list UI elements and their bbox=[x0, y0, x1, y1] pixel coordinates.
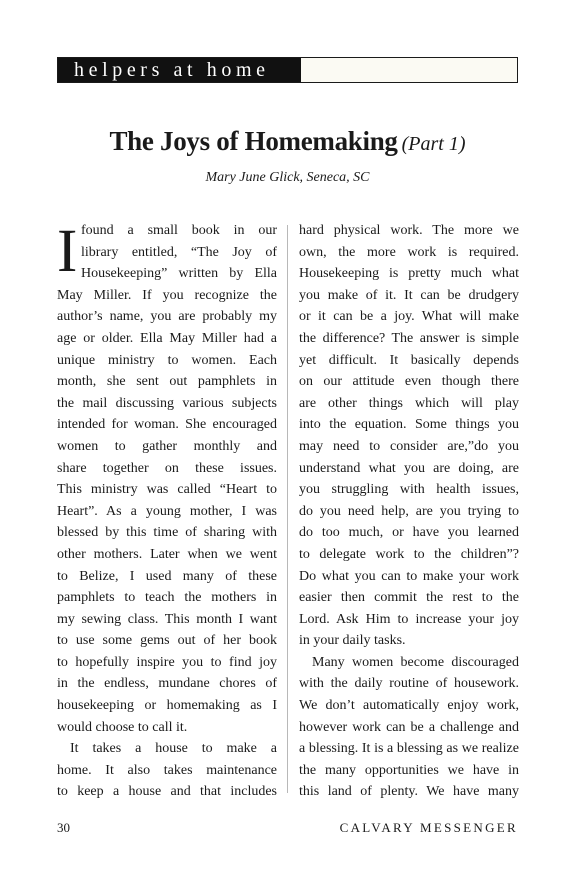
text-line: on our attitude even though there bbox=[299, 374, 519, 390]
text-line: Housekeeping” written by Ella bbox=[81, 266, 277, 282]
text-line: the mail discussing various subjects bbox=[57, 395, 277, 411]
text-line: in your daily tasks. bbox=[299, 633, 406, 649]
text-line: Many women become discouraged bbox=[312, 654, 519, 670]
text-line: pamphlets to teach the mothers in bbox=[57, 590, 277, 606]
text-line: Housekeeping is pretty much what bbox=[299, 266, 519, 282]
text-line: the difference? The answer is simple bbox=[299, 330, 519, 346]
text-line: housekeeping or homemaking as I bbox=[57, 698, 277, 714]
text-line: are other things which will play bbox=[299, 395, 519, 411]
left-column bbox=[57, 220, 277, 803]
column-divider bbox=[287, 225, 288, 793]
title-main: The Joys of Homemaking bbox=[109, 126, 398, 156]
text-line: month, she sent out pamphlets in bbox=[57, 374, 277, 390]
text-line: home. It also takes maintenance bbox=[57, 762, 277, 778]
text-line: This ministry was called “Heart to bbox=[57, 482, 277, 498]
text-line: this land of plenty. We have many bbox=[299, 784, 519, 800]
text-line: into the equation. Some things you bbox=[299, 417, 519, 433]
section-header-bar bbox=[57, 57, 518, 83]
text-line: to Belize, I used many of these bbox=[57, 568, 277, 584]
text-line: to delegate work to the children”? bbox=[299, 546, 519, 562]
text-line: Heart”. As a young mother, I was bbox=[57, 503, 277, 519]
text-line: Do what you can to make your work bbox=[299, 568, 519, 584]
text-line: you struggling with health issues, bbox=[299, 482, 519, 498]
text-line: women to gather monthly and bbox=[57, 438, 277, 454]
text-line: own, the more work is required. bbox=[299, 244, 519, 260]
text-line: in the endless, mundane chores of bbox=[57, 676, 277, 692]
text-line: easier then commit the rest to the bbox=[299, 590, 519, 606]
text-line: the many opportunities we have in bbox=[299, 762, 519, 778]
text-line: age or older. Ella May Miller had a bbox=[57, 330, 277, 346]
text-line: May Miller. If you recognize the bbox=[57, 287, 277, 303]
text-line: would choose to call it. bbox=[57, 719, 188, 735]
text-line: found a small book in our bbox=[81, 223, 277, 238]
drop-cap: I bbox=[57, 218, 78, 285]
text-line: unique ministry to women. Each bbox=[57, 352, 277, 368]
text-line: my sewing class. This month I want bbox=[57, 611, 277, 627]
text-line: hard physical work. The more we bbox=[299, 223, 519, 238]
text-line: may need to consider are,”do you bbox=[299, 438, 519, 454]
text-line: to hopefully inspire you to find joy bbox=[57, 654, 277, 670]
text-line: you make of it. It can be drudgery bbox=[299, 287, 519, 303]
author-byline: Mary June Glick, Seneca, SC bbox=[205, 170, 370, 185]
text-line: yet difficult. It basically depends bbox=[299, 352, 519, 368]
text-line: Lord. Ask Him to increase your joy bbox=[299, 611, 519, 627]
text-line: It takes a house to make a bbox=[70, 741, 277, 757]
page-number: 30 bbox=[57, 820, 70, 835]
title-part: (Part 1) bbox=[401, 133, 466, 155]
text-line: understand what you are doing, are bbox=[299, 460, 519, 476]
text-line: do you need help, are you trying to bbox=[299, 503, 519, 519]
section-label: helpers at home bbox=[58, 58, 301, 82]
text-line: however work can be a challenge and bbox=[299, 719, 519, 735]
text-line: blessed by this time of sharing with bbox=[57, 525, 277, 541]
text-line: to keep a house and that includes bbox=[57, 784, 277, 800]
text-line: author’s name, you are probably my bbox=[57, 309, 277, 325]
text-line: We don’t automatically enjoy work, bbox=[299, 698, 519, 714]
article-title bbox=[0, 126, 575, 157]
text-line: a blessing. It is a blessing as we realize bbox=[299, 741, 519, 757]
text-line: do too much, or have you learned bbox=[299, 525, 519, 541]
text-line: intended for woman. She encouraged bbox=[57, 417, 277, 433]
right-column bbox=[299, 220, 519, 803]
text-line: library entitled, “The Joy of bbox=[81, 244, 277, 260]
text-line: share together on these issues. bbox=[57, 460, 277, 476]
text-line: with the daily routine of housework. bbox=[299, 676, 519, 692]
magazine-name: CALVARY MESSENGER bbox=[339, 820, 518, 835]
text-line: other mothers. Later when we went bbox=[57, 546, 277, 562]
text-line: or it can be a joy. What will make bbox=[299, 309, 519, 325]
text-line: to use some gems out of her book bbox=[57, 633, 277, 649]
